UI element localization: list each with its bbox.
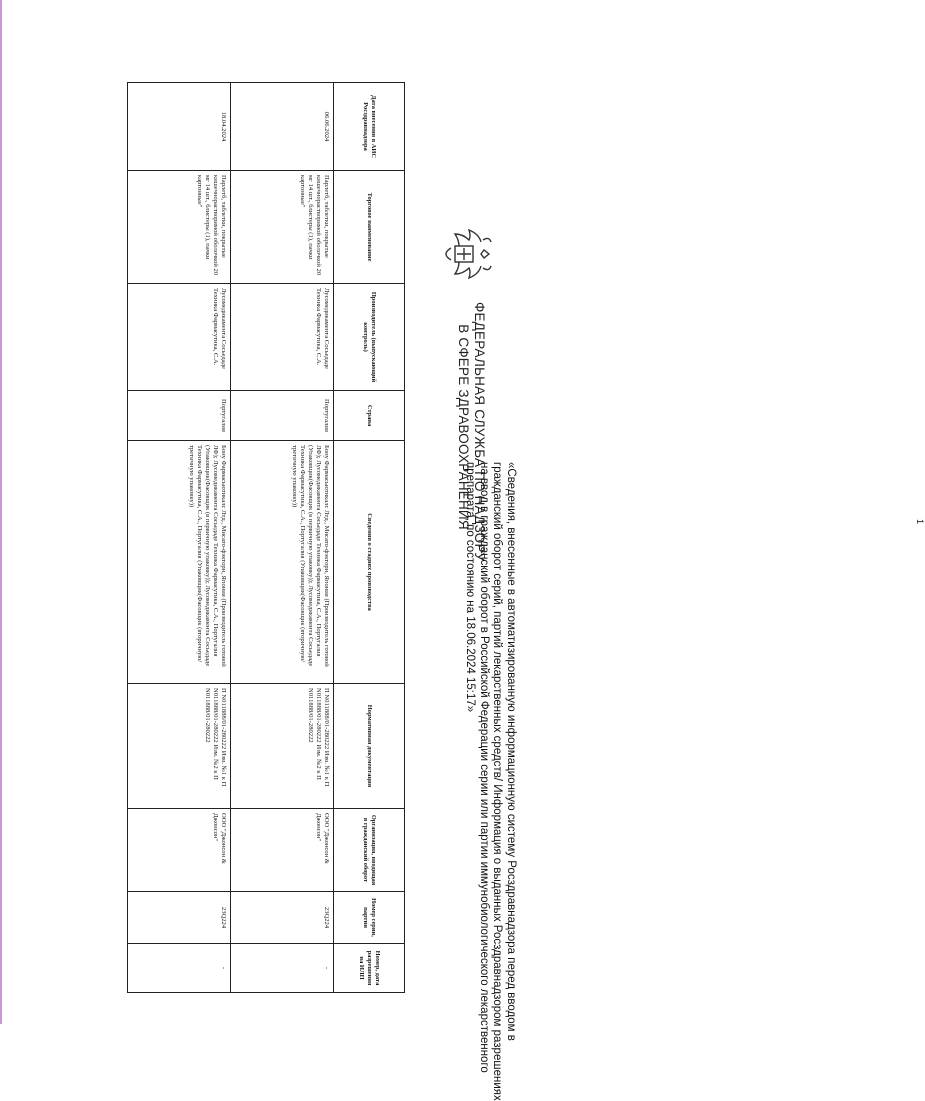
registry-table bbox=[127, 82, 405, 993]
cell-organization: ООО "Джонсон & Джонсон" bbox=[231, 809, 334, 892]
col-header-normative-docs: Нормативная документация bbox=[334, 684, 405, 809]
title-line-3: на ввод в гражданский оборот в Российской Федерации серии или партии иммунобиологического лекарственного bbox=[478, 462, 490, 1073]
title-line-1: «Сведения, внесенные в автоматизированную информационную систему Росздравнадзора перед вводом в bbox=[505, 462, 517, 1041]
page-edge bbox=[0, 0, 2, 1024]
page-number: 1 bbox=[915, 519, 925, 525]
cell-batch: 23Q224 bbox=[231, 892, 334, 944]
agency-name-line-2: В СФЕРЕ ЗДРАВООХРАНЕНИЯ bbox=[456, 324, 471, 530]
cell-permit: - bbox=[128, 944, 231, 993]
col-header-permit: Номер, дата разрешения на ИЛП bbox=[334, 944, 405, 993]
cell-production-stages: Бону Фармасьютикалс Лтд., Мисато-фэктори, Япония (Производитель готовой ЛФ); Лусомедикамента Сосьедаде Техника Фармасутика, С.А., Португалия (Упаковщик(Фасовщик (в первичную упаковку)); Лусомедикамента Сосьедаде Техника Фармасутика, С.А., Португалия (Упаковщик(Фасовщик (вторичную/третичную упаковку)) bbox=[128, 441, 231, 684]
col-header-organization: Организация, вводящая в гражданский оборот bbox=[334, 809, 405, 892]
col-header-batch: Номер серии, партии bbox=[334, 892, 405, 944]
title-line-4: препарата, по состоянию на 18.06.2024 15:17» bbox=[464, 462, 477, 713]
cell-country: Португалия bbox=[128, 391, 231, 441]
cell-permit: - bbox=[231, 944, 334, 993]
cell-date: 06.06.2024 bbox=[231, 83, 334, 171]
cell-manufacturer: Лусомедикамента Сосьедаде Техника Фармасутика, С.А. bbox=[128, 284, 231, 391]
cell-date: 18.04.2024 bbox=[128, 83, 231, 171]
document-title bbox=[463, 462, 517, 1101]
cell-normative-docs: П N011888/01-280222 Изм. №1 к П N011888/01-280222 Изм. №2 к П N011888/01-280222 bbox=[231, 684, 334, 809]
cell-country: Португалия bbox=[231, 391, 334, 441]
cell-manufacturer: Лусомедикамента Сосьедаде Техника Фармасутика, С.А. bbox=[231, 284, 334, 391]
cell-normative-docs: П N011888/01-280222 Изм. №1 к П N011888/01-280222 Изм. №2 к П N011888/01-280222 bbox=[128, 684, 231, 809]
col-header-trade-name: Торговое наименование bbox=[334, 171, 405, 284]
double-headed-eagle-emblem-icon bbox=[431, 222, 495, 286]
col-header-manufacturer: Производитель (выпускающий контроль) bbox=[334, 284, 405, 391]
agency-name-line-1: ФЕДЕРАЛЬНАЯ СЛУЖБА ПО НАДЗОРУ bbox=[472, 302, 487, 562]
table-row bbox=[128, 83, 231, 993]
table-header-row bbox=[334, 83, 405, 993]
table-row bbox=[231, 83, 334, 993]
col-header-country: Страна bbox=[334, 391, 405, 441]
cell-batch: 23Q224 bbox=[128, 892, 231, 944]
cell-trade-name: Парлетб, таблетки, покрытые кишечнорастворимой оболочкой 20 мг 14 шт., блистеры (1), пачки картонные" bbox=[128, 171, 231, 284]
title-line-2: гражданский оборот серий, партий лекарственных средств/ Информация о выданных Росздравнадзором разрешениях bbox=[491, 462, 504, 1101]
cell-organization: ООО "Джонсон & Джонсон" bbox=[128, 809, 231, 892]
col-header-production-stages: Сведения о стадиях производства bbox=[334, 441, 405, 684]
cell-trade-name: Парлетб, таблетки, покрытые кишечнорастворимой оболочкой 20 мг 14 шт., блистеры (1), пачки картонные" bbox=[231, 171, 334, 284]
col-header-date: Дата внесения в АИС Росздравнадзора bbox=[334, 83, 405, 171]
cell-production-stages: Бону Фармасьютикалс Лтд., Мисато-фэктори, Япония (Производитель готовой ЛФ); Лусомедикамента Сосьедаде Техника Фармасутика, С.А., Португалия (Упаковщик(Фасовщик (в первичную упаковку)); Лусомедикамента Сосьедаде Техника Фармасутика, С.А., Португалия (Упаковщик(Фасовщик (вторичную/третичную упаковку)) bbox=[231, 441, 334, 684]
